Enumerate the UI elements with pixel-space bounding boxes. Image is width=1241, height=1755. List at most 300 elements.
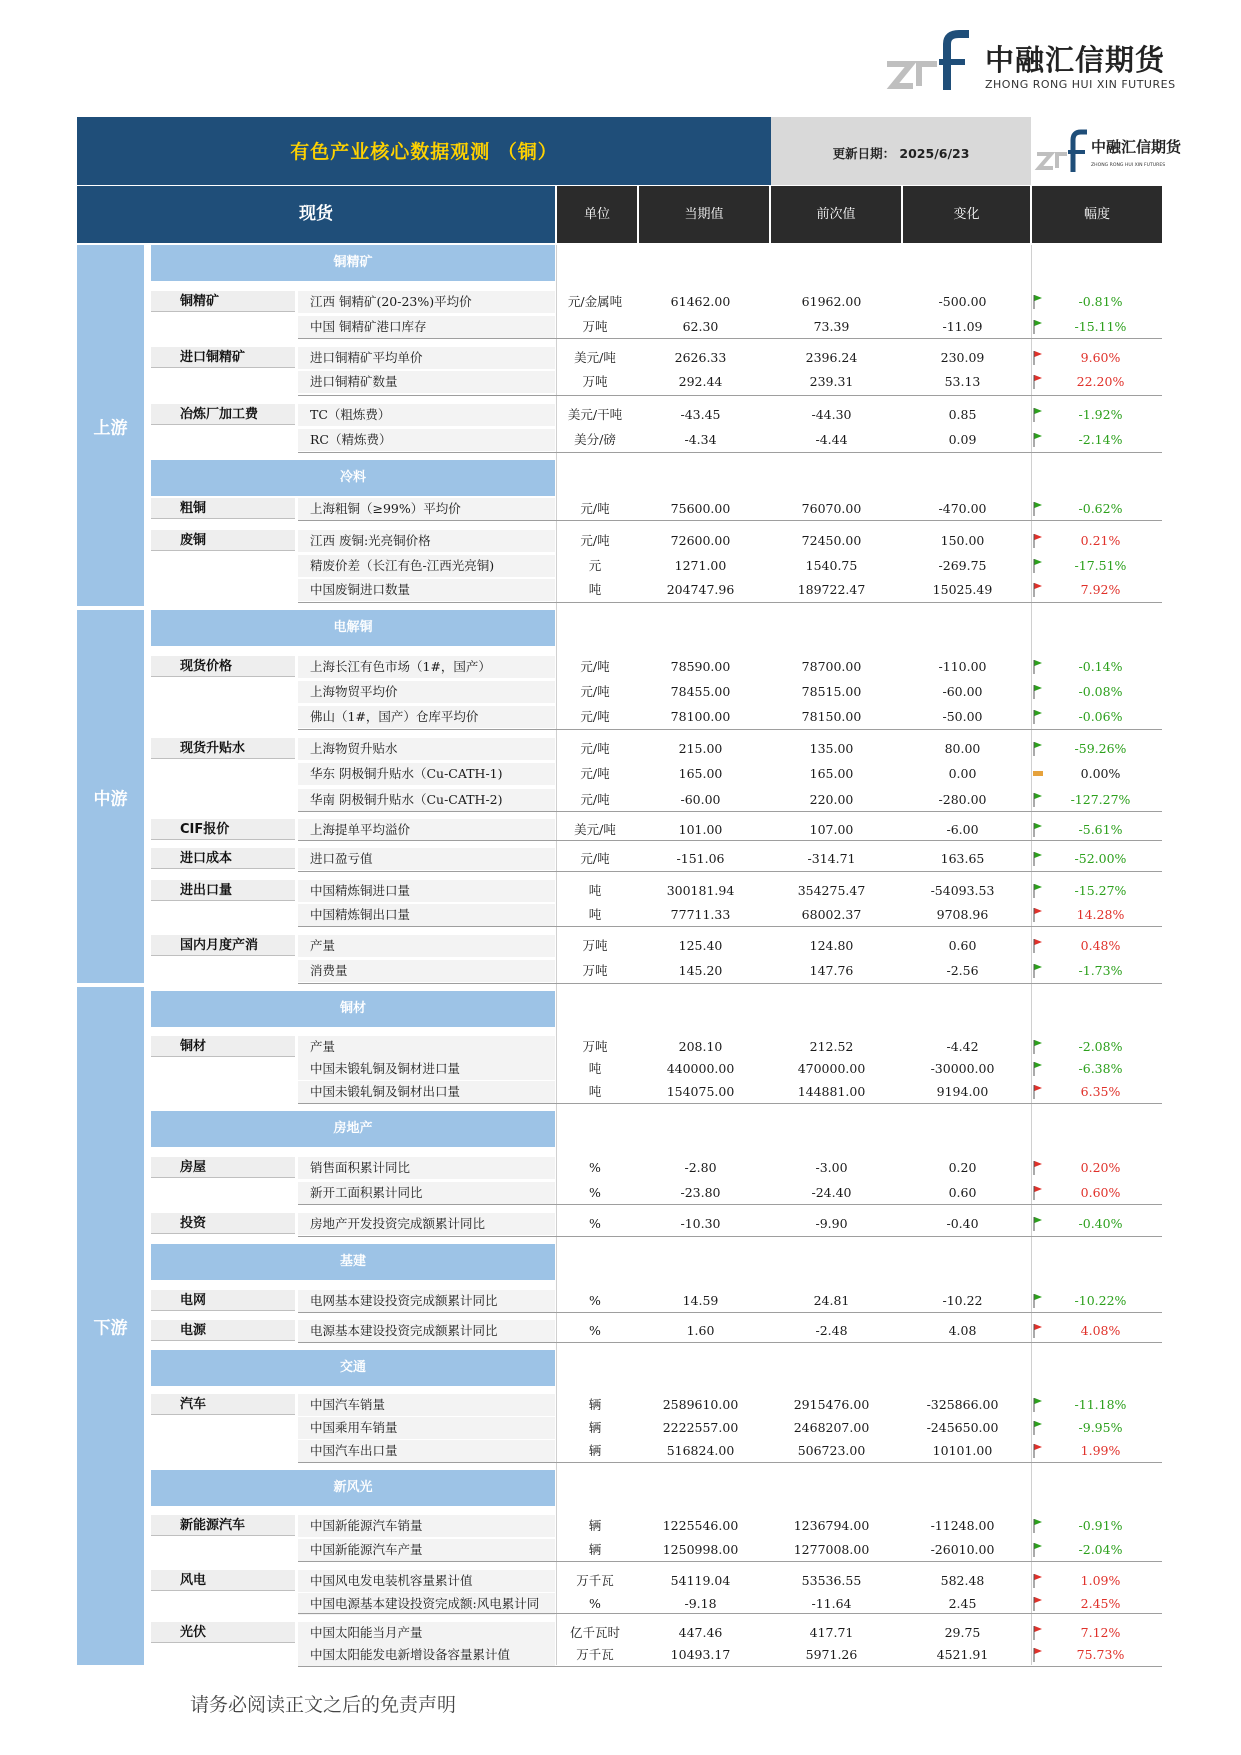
row-separator [298,811,1162,812]
row-current: 215.00 [678,741,723,756]
row-unit: 元/吨 [580,659,610,674]
row-previous: 107.00 [809,822,854,837]
row-previous: 68002.37 [801,907,862,922]
stage-label: 中游 [93,789,128,809]
row-change: 150.00 [940,533,985,548]
table-row [298,763,1162,785]
row-unit: 辆 [588,1397,602,1412]
row-current: 1.60 [686,1323,715,1338]
group-label: 新能源汽车 [151,1515,295,1536]
row-pct: -15.11% [1074,319,1127,334]
row-pct: -0.08% [1078,684,1123,699]
group-label: 国内月度产消 [151,935,295,956]
row-separator [298,840,1162,841]
section-header: 新风光 [151,1470,555,1506]
table-row [298,579,1162,601]
row-unit: 吨 [588,883,602,898]
table-row [298,1570,1162,1592]
row-current: -23.80 [680,1185,721,1200]
group-label: 粗铜 [151,498,295,519]
row-current: 61462.00 [670,294,731,309]
row-change: 582.48 [940,1573,985,1588]
row-current: -2.80 [684,1160,717,1175]
row-unit: 吨 [588,582,602,597]
row-separator [298,1561,1162,1562]
row-previous: -4.44 [815,432,848,447]
row-unit: 元/吨 [580,709,610,724]
row-unit: 万吨 [582,1039,608,1054]
row-current: 208.10 [678,1039,723,1054]
row-previous: 417.71 [809,1625,854,1640]
row-previous: 2915476.00 [793,1397,870,1412]
row-current: -151.06 [676,851,725,866]
table-row [298,848,1162,870]
row-change: -4.42 [946,1039,979,1054]
row-separator [298,520,1162,521]
row-item: 电源基本建设投资完成额累计同比 [310,1323,498,1338]
stage-label: 上游 [93,418,128,438]
row-current: 440000.00 [666,1061,735,1076]
row-previous: 5971.26 [805,1647,858,1662]
row-unit: 元/吨 [580,792,610,807]
row-unit: 元/吨 [580,501,610,516]
row-pct: -2.08% [1078,1039,1123,1054]
row-item: 中国未锻轧铜及铜材出口量 [310,1084,461,1099]
row-unit: 吨 [588,1061,602,1076]
row-unit: 元/吨 [580,741,610,756]
row-item: 中国精炼铜出口量 [310,907,411,922]
row-current: 54119.04 [670,1573,731,1588]
row-change: -10.22 [942,1293,983,1308]
row-item: 消费量 [310,963,348,978]
row-current: -4.34 [684,432,717,447]
row-unit: 万吨 [582,963,608,978]
group-label: 房屋 [151,1157,295,1178]
row-item: 中国新能源汽车产量 [310,1542,423,1557]
section-header: 铜材 [151,991,555,1027]
stage-upstream [77,245,144,606]
row-previous: 61962.00 [801,294,862,309]
row-item: TC（粗炼费） [310,407,391,422]
table-row [298,371,1162,393]
row-pct: 7.92% [1080,582,1121,597]
row-previous: -9.90 [815,1216,848,1231]
group-label: 铜精矿 [151,291,295,312]
row-previous: 124.80 [809,938,854,953]
row-separator [298,1462,1162,1463]
row-item: 进口铜精矿平均单价 [310,350,423,365]
table-row [298,706,1162,728]
row-change: -30000.00 [930,1061,995,1076]
table-row [298,1539,1162,1561]
row-previous: -24.40 [811,1185,852,1200]
row-separator [298,1312,1162,1313]
group-label: 进口成本 [151,848,295,869]
table-row [298,1320,1162,1342]
group-label: 电网 [151,1290,295,1311]
row-item: 中国未锻轧铜及铜材进口量 [310,1061,461,1076]
row-pct: -0.91% [1078,1518,1123,1533]
row-unit: % [589,1293,601,1308]
header-change: 变化 [903,186,1030,243]
row-item: 中国风电发电装机容量累计值 [310,1573,473,1588]
row-unit: 万吨 [582,319,608,334]
table-row [298,880,1162,902]
table-row [298,429,1162,451]
row-pct: -1.73% [1078,963,1123,978]
row-unit: 吨 [588,907,602,922]
row-previous: 189722.47 [797,582,866,597]
row-pct: -52.00% [1074,851,1127,866]
table-row [298,1440,1162,1462]
row-current: 10493.17 [670,1647,731,1662]
row-current: -60.00 [680,792,721,807]
row-separator [298,1342,1162,1343]
row-separator [298,1613,1162,1614]
row-current: 2589610.00 [662,1397,739,1412]
row-unit: 元/吨 [580,684,610,699]
row-pct: 7.12% [1080,1625,1121,1640]
row-separator [298,729,1162,730]
row-current: 154075.00 [666,1084,735,1099]
row-change: 15025.49 [932,582,993,597]
row-item: 佛山（1#，国产）仓库平均价 [310,709,479,724]
row-change: 2.45 [948,1596,977,1611]
row-current: 165.00 [678,766,723,781]
row-change: 0.20 [948,1160,977,1175]
row-item: 新开工面积累计同比 [310,1185,423,1200]
row-item: 中国汽车出口量 [310,1443,398,1458]
row-current: 78455.00 [670,684,731,699]
row-previous: 212.52 [809,1039,854,1054]
row-item: RC（精炼费） [310,432,392,447]
row-item: 上海提单平均溢价 [310,822,411,837]
row-item: 上海物贸升贴水 [310,741,398,756]
row-current: 300181.94 [666,883,735,898]
row-change: -11248.00 [930,1518,995,1533]
row-pct: -5.61% [1078,822,1123,837]
row-pct: -11.18% [1074,1397,1127,1412]
row-pct: -2.04% [1078,1542,1123,1557]
row-previous: 165.00 [809,766,854,781]
row-previous: 2468207.00 [793,1420,870,1435]
row-previous: 24.81 [813,1293,850,1308]
table-row [298,1644,1162,1666]
table-row [298,1157,1162,1179]
row-previous: 2396.24 [805,350,858,365]
group-label: 现货升贴水 [151,738,295,759]
row-unit: 元 [588,558,602,573]
row-item: 中国太阳能当月产量 [310,1625,423,1640]
update-date: 更新日期： 2025/6/23 [832,146,970,161]
row-previous: 78700.00 [801,659,862,674]
row-current: 62.30 [682,319,719,334]
brand-name-cn: 中融汇信期货 [985,43,1166,77]
table-row [298,960,1162,982]
row-current: -9.18 [684,1596,717,1611]
row-unit: 辆 [588,1443,602,1458]
row-change: 0.60 [948,1185,977,1200]
row-unit: 万千瓦 [576,1647,614,1662]
row-current: 447.46 [678,1625,723,1640]
zrf-logo-icon [885,30,973,92]
row-pct: 75.73% [1076,1647,1125,1662]
row-pct: -6.38% [1078,1061,1123,1076]
row-separator [298,602,1162,603]
header-unit: 单位 [557,186,637,243]
row-change: -60.00 [942,684,983,699]
group-label: 投资 [151,1213,295,1234]
row-unit: 美元/吨 [574,350,616,365]
row-current: 14.59 [682,1293,719,1308]
row-pct: -59.26% [1074,741,1127,756]
row-previous: 135.00 [809,741,854,756]
table-row [298,681,1162,703]
row-unit: % [589,1323,601,1338]
row-current: 75600.00 [670,501,731,516]
row-current: 145.20 [678,963,723,978]
row-pct: -0.14% [1078,659,1123,674]
row-current: 78100.00 [670,709,731,724]
row-unit: 美元/吨 [574,822,616,837]
row-change: -245650.00 [926,1420,999,1435]
row-separator [298,1103,1162,1104]
row-change: -280.00 [938,792,987,807]
table-row [298,404,1162,426]
row-unit: % [589,1596,601,1611]
row-item: 精废价差（长江有色-江西光亮铜) [310,558,495,573]
row-item: 华南 阴极铜升贴水（Cu-CATH-2) [310,792,503,807]
table-row [298,789,1162,811]
row-pct: -0.06% [1078,709,1123,724]
row-current: 1225546.00 [662,1518,739,1533]
row-change: 53.13 [944,374,981,389]
row-change: 163.65 [940,851,985,866]
table-row [298,819,1162,841]
header-current: 当期值 [639,186,769,243]
disclaimer-note: 请务必阅读正文之后的免责声明 [190,1694,457,1716]
group-label: 废铜 [151,530,295,551]
row-item: 中国汽车销量 [310,1397,386,1412]
row-change: -50.00 [942,709,983,724]
row-item: 中国太阳能发电新增设备容量累计值 [310,1647,511,1662]
row-unit: 辆 [588,1518,602,1533]
row-change: 10101.00 [932,1443,993,1458]
row-item: 电网基本建设投资完成额累计同比 [310,1293,498,1308]
section-header: 电解铜 [151,610,555,646]
row-previous: 506723.00 [797,1443,866,1458]
section-header: 交通 [151,1350,555,1386]
row-change: -500.00 [938,294,987,309]
table-row [298,347,1162,369]
row-change: -269.75 [938,558,987,573]
section-header: 冷料 [151,460,555,496]
row-change: 4521.91 [936,1647,989,1662]
row-pct: -0.81% [1078,294,1123,309]
row-change: 4.08 [948,1323,977,1338]
row-current: -43.45 [680,407,721,422]
row-item: 房地产开发投资完成额累计同比 [310,1216,486,1231]
stage-downstream [77,987,144,1665]
row-previous: 147.76 [809,963,854,978]
row-change: -2.56 [946,963,979,978]
row-previous: 470000.00 [797,1061,866,1076]
table-row [298,738,1162,760]
table-row [298,656,1162,678]
row-pct: 1.99% [1080,1443,1121,1458]
row-change: -0.40 [946,1216,979,1231]
row-pct: -15.27% [1074,883,1127,898]
section-header: 铜精矿 [151,245,555,281]
row-item: 中国乘用车销量 [310,1420,398,1435]
row-previous: 220.00 [809,792,854,807]
row-current: 72600.00 [670,533,731,548]
row-change: 0.09 [948,432,977,447]
row-pct: -9.95% [1078,1420,1123,1435]
group-label: CIF报价 [151,819,295,840]
row-pct: -2.14% [1078,432,1123,447]
row-unit: % [589,1185,601,1200]
row-separator [298,871,1162,872]
row-pct: 0.20% [1080,1160,1121,1175]
row-unit: 亿千瓦时 [569,1625,620,1640]
table-row [298,1417,1162,1439]
row-separator [298,1204,1162,1205]
row-unit: 万吨 [582,374,608,389]
row-previous: 76070.00 [801,501,862,516]
row-item: 江西 铜精矿(20-23%)平均价 [310,294,472,309]
row-item: 产量 [310,938,336,953]
row-item: 产量 [310,1039,336,1054]
row-item: 上海粗铜（≥99%）平均价 [310,501,461,516]
row-previous: 239.31 [809,374,854,389]
row-previous: -314.71 [807,851,856,866]
row-pct: -10.22% [1074,1293,1127,1308]
row-current: 101.00 [678,822,723,837]
row-previous: 1236794.00 [793,1518,870,1533]
row-unit: % [589,1216,601,1231]
row-current: 125.40 [678,938,723,953]
table-row [298,555,1162,577]
row-previous: 1540.75 [805,558,858,573]
group-label: 冶炼厂加工费 [151,404,295,425]
group-label: 风电 [151,1570,295,1591]
row-unit: 元/吨 [580,533,610,548]
row-unit: 美分/磅 [574,432,616,447]
small-logo-text: 中融汇信期货 [1091,138,1182,156]
table-row [298,1622,1162,1644]
row-change: -54093.53 [930,883,995,898]
table-row [298,291,1162,313]
row-pct: 6.35% [1080,1084,1121,1099]
row-current: 78590.00 [670,659,731,674]
row-separator [298,452,1162,453]
group-label: 铜材 [151,1036,295,1057]
row-pct: 0.48% [1080,938,1121,953]
brand-name-en: ZHONG RONG HUI XIN FUTURES [985,78,1176,91]
group-label: 汽车 [151,1394,295,1415]
row-unit: 万千瓦 [576,1573,614,1588]
row-previous: 144881.00 [797,1084,866,1099]
row-unit: 元/吨 [580,766,610,781]
table-row [298,1593,1162,1615]
row-previous: 53536.55 [801,1573,862,1588]
table-row [298,1290,1162,1312]
row-item: 中国新能源汽车销量 [310,1518,423,1533]
row-pct: -0.40% [1078,1216,1123,1231]
row-separator [298,1666,1162,1667]
header-previous: 前次值 [771,186,901,243]
table-row [298,1394,1162,1416]
row-change: 0.00 [948,766,977,781]
row-pct: -127.27% [1070,792,1131,807]
row-pct: 0.21% [1080,533,1121,548]
row-current: 77711.33 [670,907,731,922]
row-item: 上海长江有色市场（1#，国产） [310,659,491,674]
row-pct: 0.00% [1080,766,1121,781]
row-current: 516824.00 [666,1443,735,1458]
table-row [298,1058,1162,1080]
row-pct: 14.28% [1076,907,1125,922]
row-separator [298,983,1162,984]
row-previous: -3.00 [815,1160,848,1175]
row-current: 204747.96 [666,582,735,597]
group-label: 光伏 [151,1622,295,1643]
row-current: 2626.33 [674,350,727,365]
row-current: 1271.00 [674,558,727,573]
header-pct: 幅度 [1032,186,1162,243]
row-change: 9194.00 [936,1084,989,1099]
row-pct: -17.51% [1074,558,1127,573]
row-unit: 万吨 [582,938,608,953]
row-change: 230.09 [940,350,985,365]
row-unit: 吨 [588,1084,602,1099]
row-previous: -2.48 [815,1323,848,1338]
stage-label: 下游 [93,1318,128,1339]
table-row [298,498,1162,520]
row-item: 中国废铜进口数量 [310,582,411,597]
row-change: 0.85 [948,407,977,422]
row-change: 0.60 [948,938,977,953]
row-separator [298,1236,1162,1237]
row-pct: 2.45% [1080,1596,1121,1611]
row-current: 292.44 [678,374,723,389]
row-current: -10.30 [680,1216,721,1231]
row-previous: 78515.00 [801,684,862,699]
row-item: 销售面积累计同比 [310,1160,411,1175]
row-change: 9708.96 [936,907,989,922]
row-pct: -1.92% [1078,407,1123,422]
row-separator [298,338,1162,339]
group-label: 电源 [151,1320,295,1341]
row-unit: 美元/干吨 [567,407,623,422]
row-change: -11.09 [942,319,983,334]
row-pct: 1.09% [1080,1573,1121,1588]
table-row [298,904,1162,926]
row-pct: 4.08% [1080,1323,1121,1338]
table-row [298,1081,1162,1103]
row-change: -325866.00 [926,1397,999,1412]
row-change: -26010.00 [930,1542,995,1557]
table-row [298,1182,1162,1204]
row-unit: 元/金属吨 [567,294,623,309]
row-change: -6.00 [946,822,979,837]
row-item: 中国精炼铜进口量 [310,883,411,898]
row-previous: -44.30 [811,407,852,422]
row-item: 中国电源基本建设投资完成额:风电累计同 [310,1596,540,1611]
row-previous: 78150.00 [801,709,862,724]
section-header: 基建 [151,1244,555,1280]
